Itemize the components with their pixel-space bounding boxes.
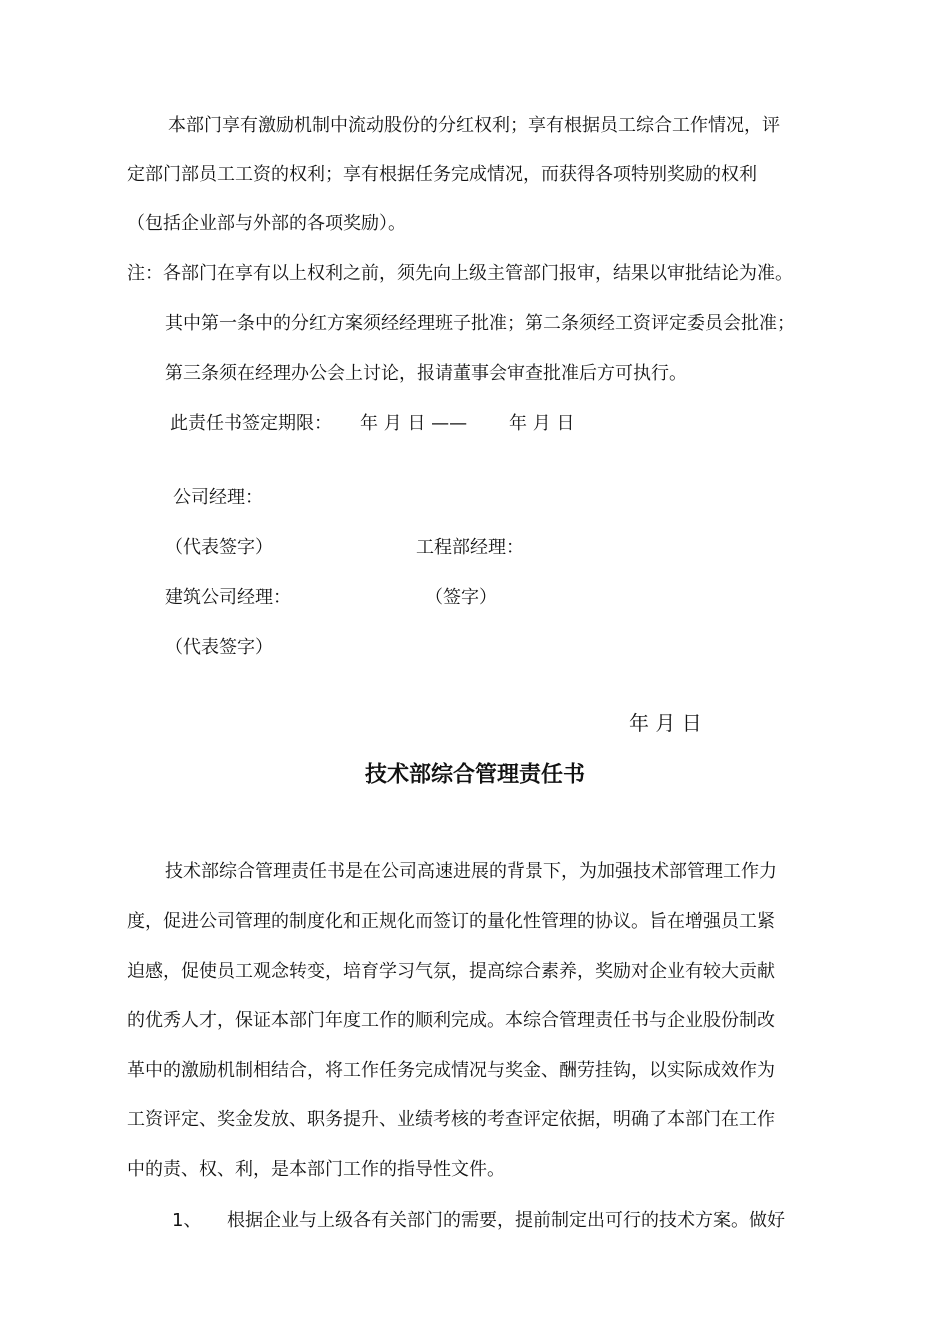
engineering-manager-label: 工程部经理： — [416, 537, 524, 558]
note-line-1: 注：各部门在享有以上权利之前，须先向上级主管部门报审，结果以审批结论为准。 — [127, 263, 793, 284]
term-label: 此责任书签定期限： — [170, 413, 332, 434]
intro-paragraph-line-6: 工资评定、奖金发放、职务提升、业绩考核的考查评定依据，明确了本部门在工作 — [127, 1109, 775, 1130]
company-manager-label: 公司经理： — [173, 487, 263, 508]
note-line-2: 其中第一条中的分红方案须经经理班子批准；第二条须经工资评定委员会批准； — [165, 313, 795, 334]
term-date-start: 年 月 日 —— — [360, 413, 468, 434]
intro-paragraph-line-2: 度，促进公司管理的制度化和正规化而签订的量化性管理的协议。旨在增强员工紧 — [127, 911, 775, 932]
item-1-number: 1、 — [172, 1210, 202, 1231]
intro-paragraph-line-1: 技术部综合管理责任书是在公司高速进展的背景下，为加强技术部管理工作力 — [165, 861, 777, 882]
note-line-3: 第三条须在经理办公会上讨论，报请董事会审查批准后方可执行。 — [165, 363, 687, 384]
item-1-text: 根据企业与上级各有关部门的需要，提前制定出可行的技术方案。做好 — [227, 1210, 785, 1231]
signature-date: 年 月 日 — [629, 711, 702, 735]
engineering-sign: （签字） — [425, 587, 497, 608]
construction-sign: （代表签字） — [165, 637, 273, 658]
rights-paragraph-line-2: 定部门部员工工资的权利；享有根据任务完成情况，而获得各项特别奖励的权利 — [127, 164, 757, 185]
intro-paragraph-line-4: 的优秀人才，保证本部门年度工作的顺利完成。本综合管理责任书与企业股份制改 — [127, 1010, 775, 1031]
intro-paragraph-line-5: 革中的激励机制相结合，将工作任务完成情况与奖金、酬劳挂钩，以实际成效作为 — [127, 1060, 775, 1081]
rights-paragraph-line-3: （包括企业部与外部的各项奖励）。 — [127, 213, 406, 234]
intro-paragraph-line-3: 迫感，促使员工观念转变，培育学习气氛，提高综合素养，奖励对企业有较大贡献 — [127, 961, 775, 982]
term-date-end: 年 月 日 — [509, 413, 575, 434]
intro-paragraph-line-7: 中的责、权、利，是本部门工作的指导性文件。 — [127, 1159, 505, 1180]
construction-manager-label: 建筑公司经理： — [165, 587, 291, 608]
company-manager-sign: （代表签字） — [165, 537, 273, 558]
document-title: 技术部综合管理责任书 — [364, 762, 586, 788]
rights-paragraph-line-1: 本部门享有激励机制中流动股份的分红权利；享有根据员工综合工作情况，评 — [168, 115, 780, 136]
